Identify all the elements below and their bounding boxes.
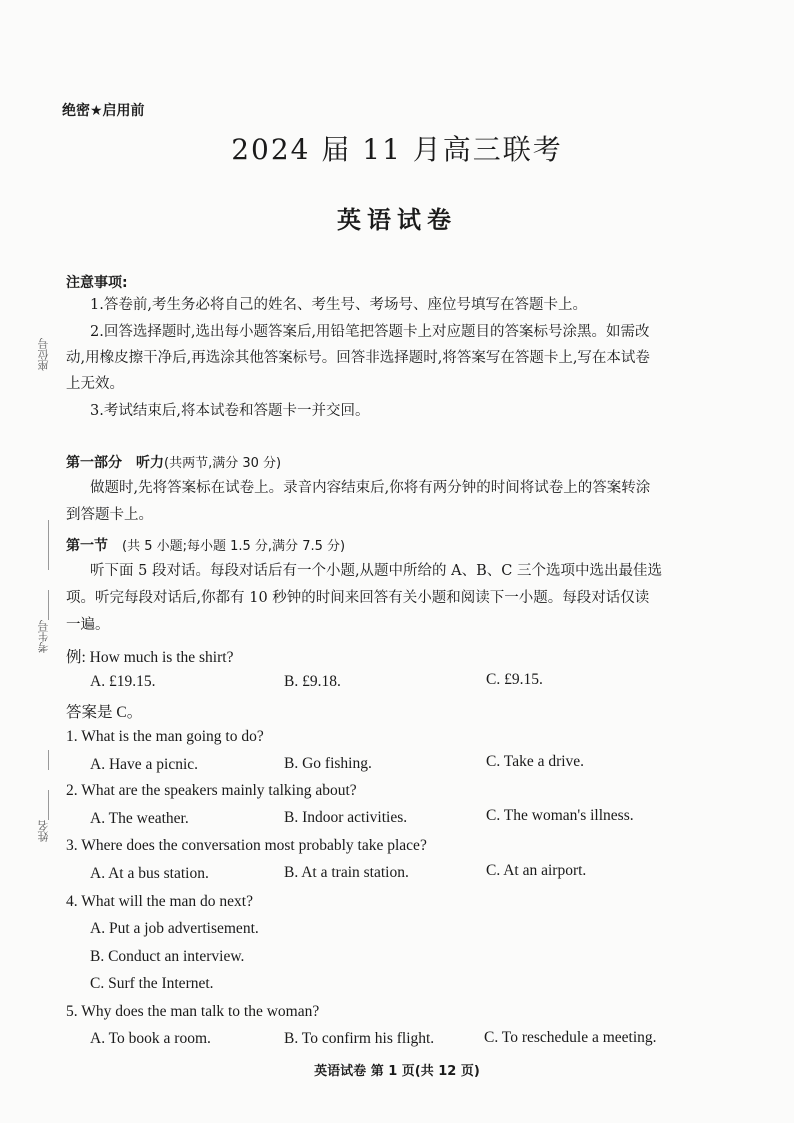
- question-5-option-a: A. To book a room.: [90, 1030, 211, 1047]
- margin-divider: [48, 590, 49, 620]
- margin-divider: [48, 790, 49, 820]
- question-2-option-b: B. Indoor activities.: [284, 809, 408, 826]
- confidential-mark: 绝密★启用前: [62, 103, 145, 119]
- section-1-heading: [66, 535, 345, 555]
- margin-name-label: 姓名: [37, 820, 50, 842]
- section-1-note: (共 5 小题;每小题 1.5 分,满分 7.5 分): [122, 539, 346, 554]
- question-3-option-a: A. At a bus station.: [90, 865, 209, 882]
- example-option-c: C. £9.15.: [486, 671, 543, 688]
- question-5-option-b: B. To confirm his flight.: [284, 1030, 435, 1047]
- section-1-title: 第一节: [66, 538, 108, 554]
- example-answer: 答案是 C。: [66, 704, 143, 721]
- question-5-option-c: C. To reschedule a meeting.: [484, 1029, 657, 1046]
- notice-item-3: 3.考试结束后,将本试卷和答题卡一并交回。: [90, 403, 370, 419]
- question-1: 1. What is the man going to do?: [66, 728, 264, 745]
- notice-item-2-line-2: 动,用橡皮擦干净后,再选涂其他答案标号。回答非选择题时,将答案写在答题卡上,写在本试卷: [66, 350, 650, 366]
- question-3: 3. Where does the conversation most probably take place?: [66, 837, 427, 854]
- part-1-note: (共两节,满分 30 分): [164, 456, 282, 471]
- notice-item-2-line-1: 2.回答选择题时,选出每小题答案后,用铅笔把答题卡上对应题目的答案标号涂黑。如需改: [90, 324, 650, 340]
- section-1-intro-line-3: 一遍。: [66, 617, 110, 633]
- question-4-option-c: C. Surf the Internet.: [90, 975, 214, 992]
- question-4-option-a: A. Put a job advertisement.: [90, 920, 259, 937]
- margin-exam-no-label: 考生号: [37, 620, 50, 653]
- page-footer: 英语试卷 第 1 页(共 12 页): [314, 1064, 480, 1079]
- question-4-option-b: B. Conduct an interview.: [90, 948, 245, 965]
- question-3-option-b: B. At a train station.: [284, 864, 409, 881]
- question-1-option-b: B. Go fishing.: [284, 755, 372, 772]
- question-1-option-c: C. Take a drive.: [486, 753, 585, 770]
- notice-item-1: 1.答卷前,考生务必将自己的姓名、考生号、考场号、座位号填写在答题卡上。: [90, 297, 587, 313]
- question-2: 2. What are the speakers mainly talking about?: [66, 782, 357, 799]
- example-option-b: B. £9.18.: [284, 673, 341, 690]
- paper-subtitle: 英语试卷: [337, 206, 457, 234]
- section-1-intro-line-1: 听下面 5 段对话。每段对话后有一个小题,从题中所给的 A、B、C 三个选项中选出最佳选: [90, 563, 662, 579]
- part-1-heading: [66, 452, 281, 472]
- exam-title: 2024 届 11 月高三联考: [231, 133, 563, 166]
- margin-seat-label: 座位号: [37, 338, 50, 371]
- example-question: 例: How much is the shirt?: [66, 649, 234, 666]
- part-1-intro-line-1: 做题时,先将答案标在试卷上。录音内容结束后,你将有两分钟的时间将试卷上的答案转涂: [90, 480, 651, 496]
- question-4: 4. What will the man do next?: [66, 893, 253, 910]
- question-2-option-a: A. The weather.: [90, 810, 189, 827]
- notice-heading: 注意事项:: [66, 275, 128, 291]
- notice-item-2-line-3: 上无效。: [66, 376, 124, 392]
- question-5: 5. Why does the man talk to the woman?: [66, 1003, 320, 1020]
- margin-divider: [48, 750, 49, 770]
- part-1-intro-line-2: 到答题卡上。: [66, 507, 153, 523]
- question-2-option-c: C. The woman's illness.: [486, 807, 634, 824]
- question-1-option-a: A. Have a picnic.: [90, 756, 199, 773]
- margin-divider: [48, 520, 49, 570]
- example-option-a: A. £19.15.: [90, 673, 156, 690]
- part-1-title: 第一部分 听力: [66, 455, 164, 471]
- section-1-intro-line-2: 项。听完每段对话后,你都有 10 秒钟的时间来回答有关小题和阅读下一小题。每段对话仅读: [66, 590, 650, 606]
- question-3-option-c: C. At an airport.: [486, 862, 587, 879]
